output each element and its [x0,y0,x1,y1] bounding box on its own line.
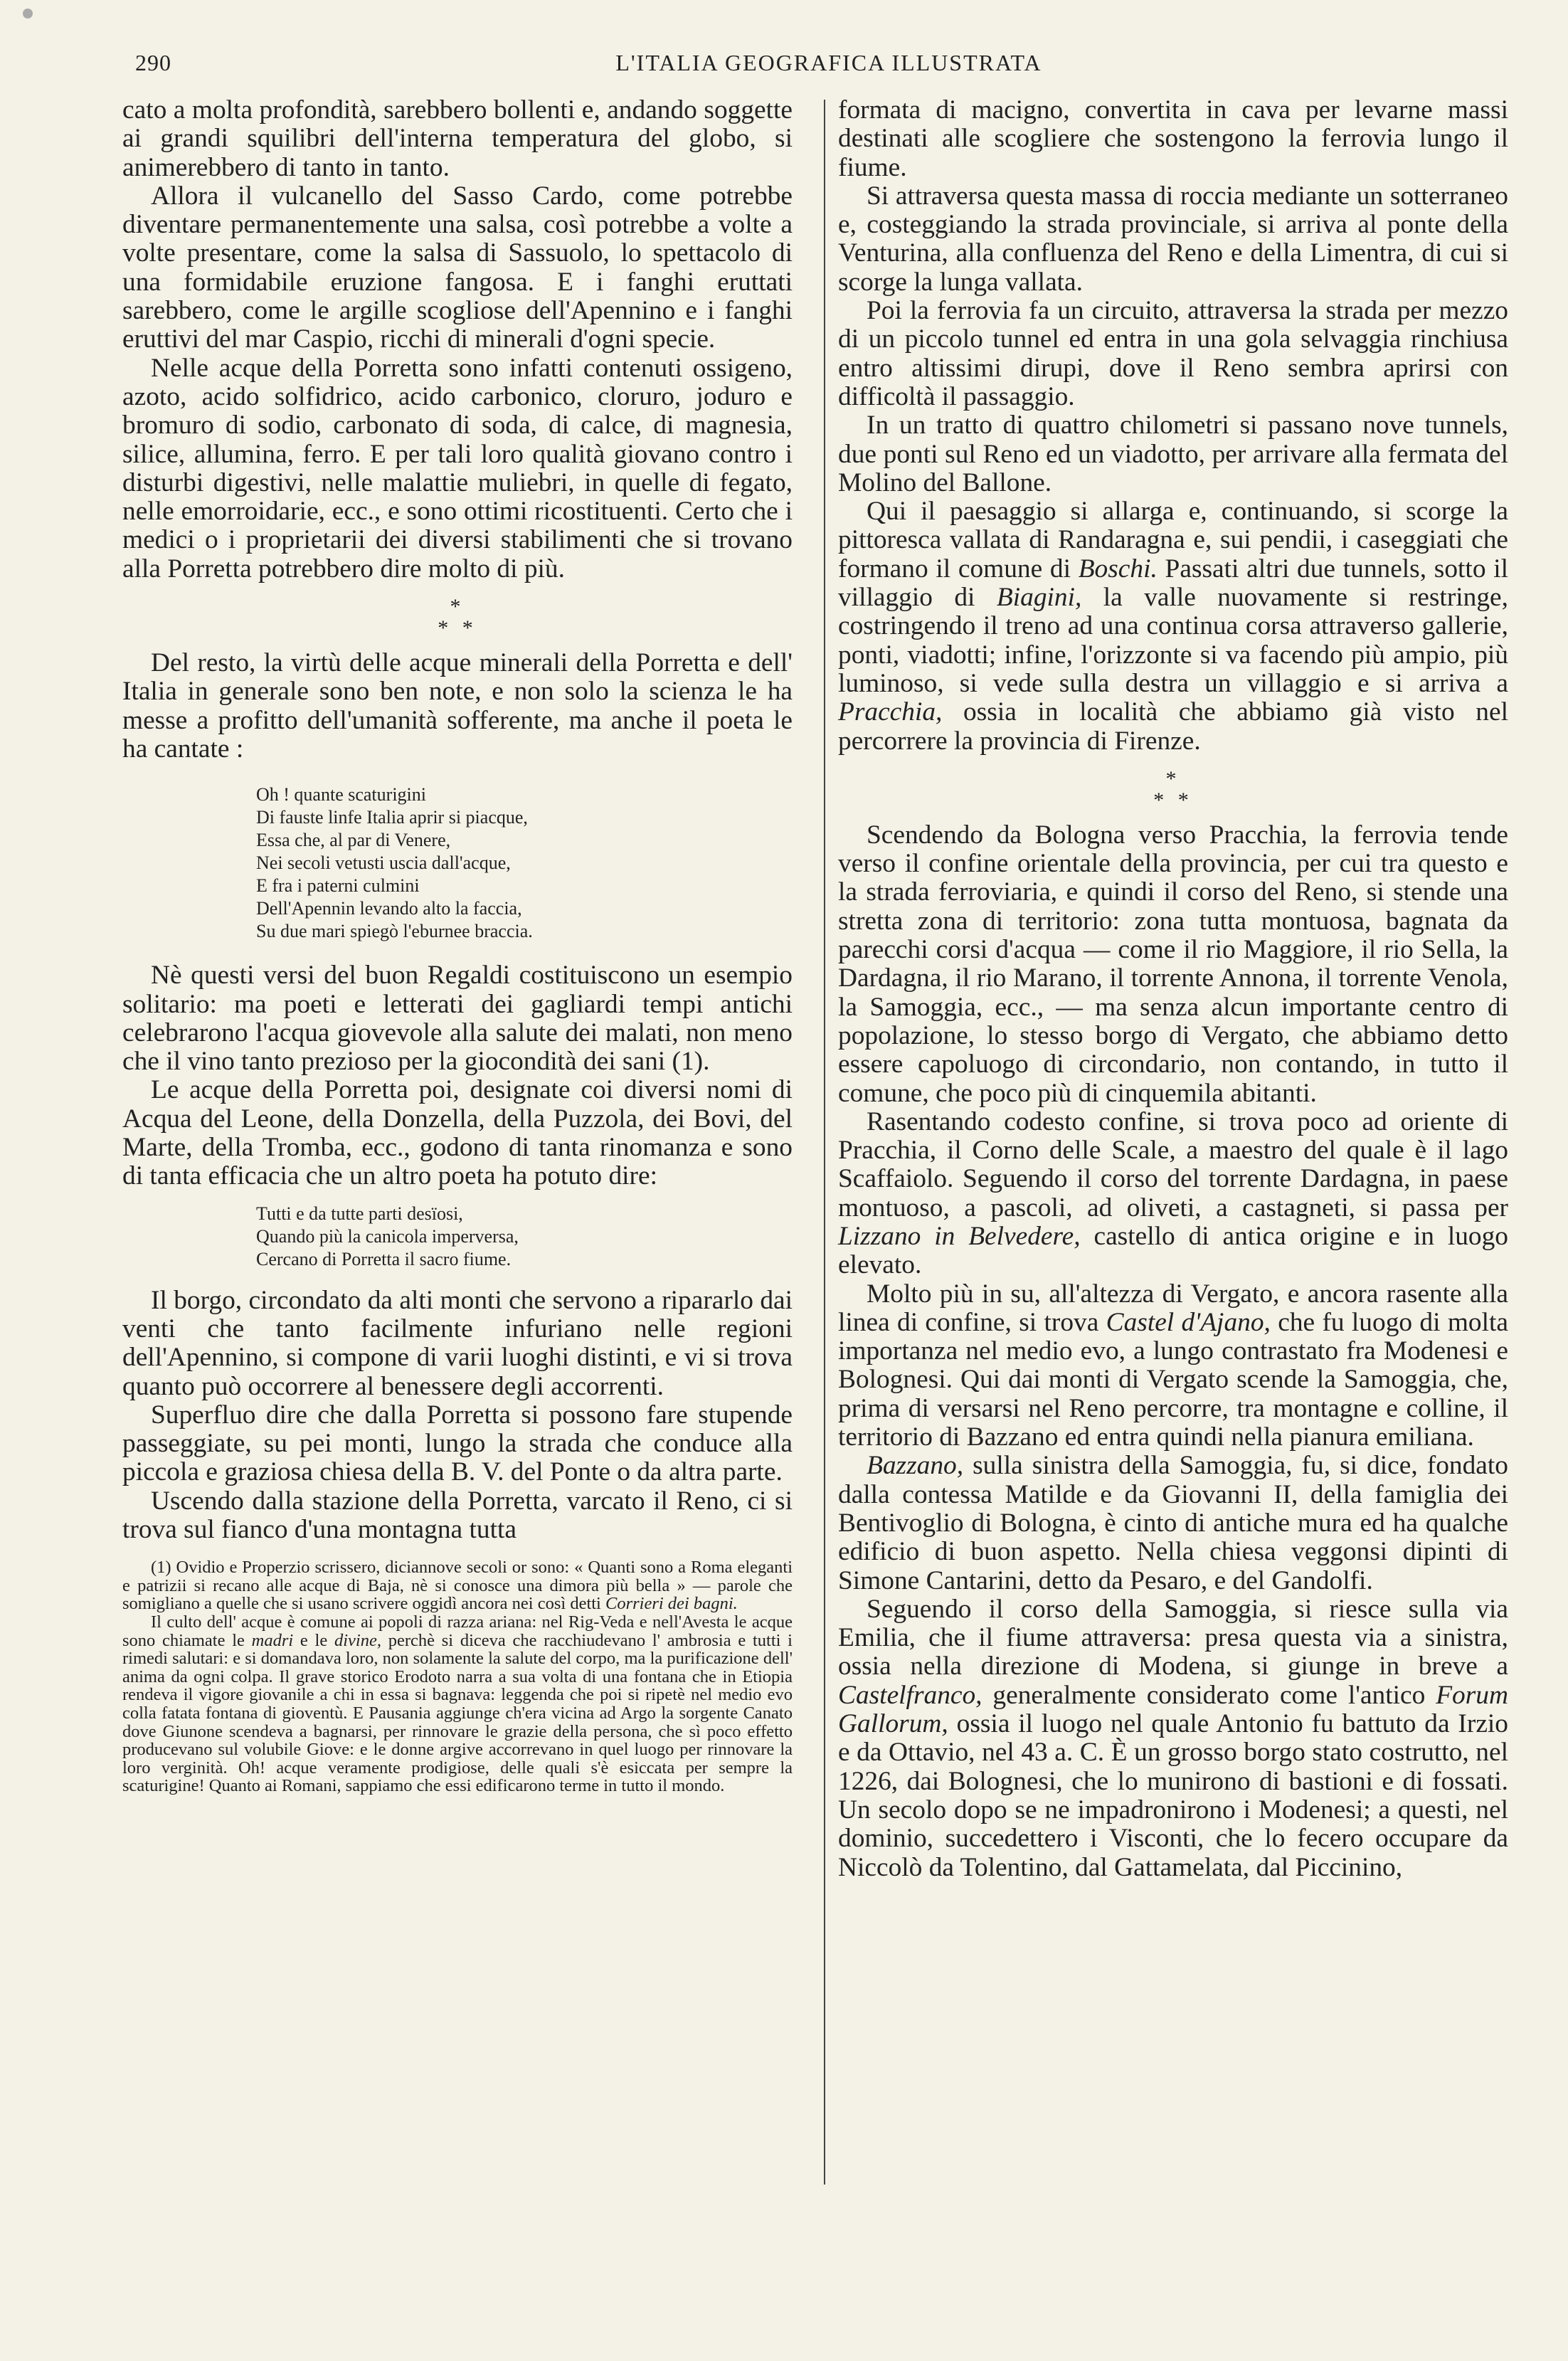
paragraph: Qui il paesaggio si allarga e, continuando, si scorge la pittoresca vallata di Randaragna e, sui pendii, i caseggiati che formano il comune di Boschi. Passati altri due tunnels, sotto il villaggio di Biagini, la valle nuovamente si restringe, costringendo il treno ad una continua corsa attraverso gallerie, ponti, viadotti; infine, l'orizzonte si va facendo più ampio, più luminoso, si vede sulla destra un villaggio e si arriva a Pracchia, ossia in località che abbiamo già visto nel percorrere la provincia di Firenze. [838,497,1508,756]
poem-line: Cercano di Porretta il sacro fiume. [256,1248,512,1269]
column-divider [824,100,825,2185]
paragraph: cato a molta profondità, sarebbero bollenti e, andando soggette ai grandi squilibri dell'interna temperatura del globo, si animerebbero di tanto in tanto. [122,95,793,182]
poem-line: Quando più la canicola imperversa, [256,1225,519,1247]
paragraph: Scendendo da Bologna verso Pracchia, la ferrovia tende verso il confine orientale della provincia, per cui tra questo e la strada ferroviaria, e quindi il corso del Reno, si stende una stretta zona di territorio: zona tutta montuosa, bagnata da parecchi corsi d'acqua — come il rio Maggiore, il rio Sella, la Dardagna, il rio Marano, il torrente Annona, il torrente Venola, la Samoggia, ecc., — ma senza alcun importante centro di popolazione, lo stesso borgo di Vergato, che abbiamo detto essere capoluogo di circondario, non contando, in tutto il comune, che poco più di cinquemila abitanti. [838,820,1508,1108]
poem-line: Nei secoli vetusti uscia dall'acque, [256,852,511,874]
section-separator: * * * [1153,766,1193,812]
poem-quote [256,1203,793,1271]
paragraph: Il borgo, circondato da alti monti che servono a ripararlo dai venti che tanto facilmente infuriano nelle regioni dell'Apennino, si compone di varii luoghi distinti, e vi si trova quanto può occorrere al benessere degli accorrenti. [122,1285,793,1401]
paragraph: Del resto, la virtù delle acque minerali della Porretta e dell' Italia in generale sono ben note, e non solo la scienza le ha messe a profitto dell'umanità sofferente, ma anche il poeta le ha cantate : [122,648,793,764]
paragraph: Rasentando codesto confine, si trova poco ad oriente di Pracchia, il Corno delle Scale, a maestro del quale è il lago Scaffaiolo. Seguendo il corso del torrente Dardagna, in paese montuoso, a pascoli, ad oliveti, a castagneti, si passa per Lizzano in Belvedere, castello di antica origine e in luogo elevato. [838,1106,1508,1280]
poem-line: E fra i paterni culmini [256,875,420,897]
paragraph: Superfluo dire che dalla Porretta si possono fare stupende passeggiate, su pei monti, lungo la strada che conduce alla piccola e graziosa chiesa della B. V. del Ponte o da altra parte. [122,1400,793,1487]
poem-line: Di fauste linfe Italia aprir si piacque, [256,807,528,828]
paragraph: Nelle acque della Porretta sono infatti contenuti ossigeno, azoto, acido solfidrico, acido carbonico, cloruro, joduro e bromuro di sodio, carbonato di soda, di calce, di magnesia, silice, allumina, ferro. E per tali loro qualità giovano contro i disturbi digestivi, nelle malattie muliebri, in quelle di fegato, nelle emorroidarie, ecc., e sono ottimi ricostituenti. Certo che i medici o i proprietarii dei diversi stabilimenti che si trovano alla Porretta potrebbero dire molto di più. [122,353,793,583]
poem-line: Essa che, al par di Venere, [256,830,451,851]
section-separator: * * * [438,595,477,640]
paragraph: Uscendo dalla stazione della Porretta, varcato il Reno, ci si trova sul fianco d'una montagna tutta [122,1486,793,1544]
paragraph: Allora il vulcanello del Sasso Cardo, come potrebbe diventare permanentemente una salsa, così potrebbe a volte a volte presentare, come la salsa di Sassuolo, lo spettacolo di una formidabile eruzione fangosa. E i fanghi eruttati sarebbero, come le argille scogliose dell'Apennino e i fanghi eruttivi del mar Caspio, ricchi di minerali d'ogni specie. [122,181,793,354]
paragraph: Si attraversa questa massa di roccia mediante un sotterraneo e, costeggiando la strada provinciale, si arriva al ponte della Venturina, alla confluenza del Reno e della Limentra, di cui si scorge la lunga vallata. [838,181,1508,297]
paragraph: In un tratto di quattro chilometri si passano nove tunnels, due ponti sul Reno ed un viadotto, per arrivare alla fermata del Molino del Ballone. [838,411,1508,497]
poem-line: Oh ! quante scaturigini [256,784,426,806]
paragraph: Le acque della Porretta poi, designate coi diversi nomi di Acqua del Leone, della Donzella, della Puzzola, dei Bovi, del Marte, della Tromba, ecc., godono di tanta rinomanza e sono di tanta efficacia che un altro poeta ha potuto dire: [122,1075,793,1191]
page-header [135,50,1522,85]
left-column [122,96,793,1795]
footnotes [122,1558,793,1795]
paragraph: formata di macigno, convertita in cava per levarne massi destinati alle scogliere che sostengono la ferrovia lungo il fiume. [838,95,1508,182]
paragraph: Molto più in su, all'altezza di Vergato, e ancora rasente alla linea di confine, si trova Castel d'Ajano, che fu luogo di molta importanza nel medio evo, a lungo contrastato fra Modenesi e Bolognesi. Qui dai monti di Vergato scende la Samoggia, che, prima di versarsi nel Reno percorre, tra montagne e colline, il territorio di Bazzano ed entra quindi nella pianura emiliana. [838,1279,1508,1452]
footnote: (1) Ovidio e Properzio scrissero, diciannove secoli or sono: « Quanti sono a Roma eleganti e patrizii si recano alle acque di Baja, nè si conosce una dimora più bella » — parole che somigliano a quelle che si usano scrivere oggidì ancora nei così detti Corrieri dei bagni. [122,1558,793,1614]
footnote: Il culto dell' acque è comune ai popoli di razza ariana: nel Rig-Veda e nell'Avesta le acque sono chiamate le madri e le divine, perchè si diceva che racchiudevano l' ambrosia e tutti i rimedi salutari: e si domandava loro, non solamente la salute del corpo, ma la purificazione dell' anima da ogni colpa. Il grave storico Erodoto narra a sua volta di una fontana che in Etiopia rendeva il vigore giovanile a chi in essa si bagnava: leggenda che poi si ripetè nel medio evo colla fatata fontana di gioventù. E Pausania aggiunge ch'era vicina ad Argo la sorgente Canato dove Giunone scendeva a bagnarsi, per rinnovare le grazie della persona, che sì poco effetto producevano sul volubile Giove: e le donne argive accorrevano in quel luogo per rinnovare la loro verginità. Oh! acque veramente prodigiose, delle quali s'è esiccata per sempre la scaturigine! Quanto ai Romani, sappiamo che essi edificarono terme in tutto il mondo. [122,1612,793,1796]
poem-line: Dell'Apennin levando alto la faccia, [256,898,522,919]
running-title: L'ITALIA GEOGRAFICA ILLUSTRATA [615,50,1042,75]
paragraph: Seguendo il corso della Samoggia, si riesce sulla via Emilia, che il fiume attraversa: presa questa via a sinistra, ossia nella direzione di Modena, si giunge in breve a Castelfranco, generalmente considerato come l'antico Forum Gallorum, ossia il luogo nel quale Antonio fu battuto da Irzio e da Ottavio, nel 43 a. C. È un grosso borgo stato costrutto, nel 1226, dai Bolognesi, che lo munirono di bastioni e di fossati. Un secolo dopo se ne impadronirono i Modenesi; a questi, nel dominio, succedettero i Visconti, che lo fecero occupare da Niccolò da Tolentino, dal Gattamelata, dal Piccinino, [838,1594,1508,1882]
right-column [838,96,1508,1882]
corner-mark [23,9,33,19]
page-number: 290 [135,50,171,75]
paragraph: Bazzano, sulla sinistra della Samoggia, fu, si dice, fondato dalla contessa Matilde e da Giovanni II, della famiglia dei Bentivoglio di Bologna, è cinto di antiche mura ed ha qualche edificio di buon aspetto. Nella chiesa veggonsi dipinti di Simone Cantarini, detto da Pesaro, e del Gandolfi. [838,1451,1508,1595]
poem-line: Tutti e da tutte parti desïosi, [256,1203,463,1224]
paragraph: Poi la ferrovia fa un circuito, attraversa la strada per mezzo di un piccolo tunnel ed entra in una gola selvaggia rinchiusa entro altissimi dirupi, dove il Reno sembra aprirsi con difficoltà il passaggio. [838,296,1508,411]
poem-line: Su due mari spiegò l'eburnee braccia. [256,921,533,942]
paragraph: Nè questi versi del buon Regaldi costituiscono un esempio solitario: ma poeti e letterati dei gagliardi tempi antichi celebrarono l'acqua giovevole alla salute dei malati, non meno che il vino tanto prezioso per la giocondità dei sani (1). [122,961,793,1077]
poem-quote [256,783,793,943]
